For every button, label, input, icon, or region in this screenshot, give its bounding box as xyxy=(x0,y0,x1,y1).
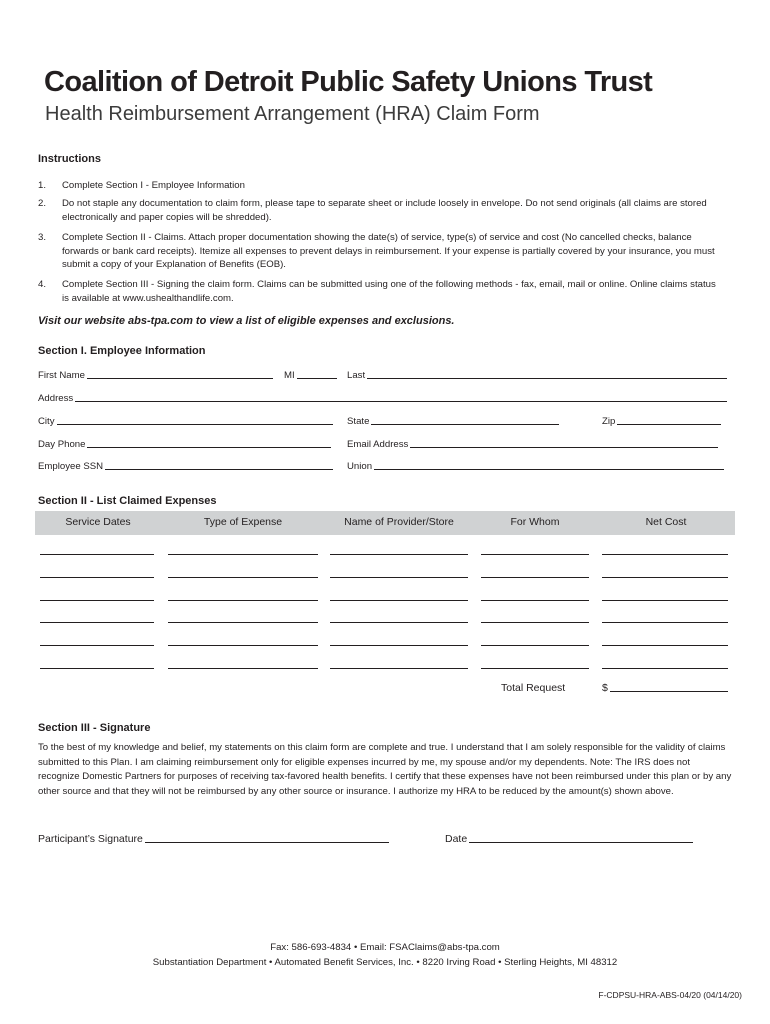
first-name-field[interactable] xyxy=(38,370,273,381)
website-note: Visit our website abs-tpa.com to view a list of eligible expenses and exclusions. xyxy=(38,315,455,327)
zip-label: Zip xyxy=(602,416,616,427)
state-label: State xyxy=(347,416,370,427)
total-request-line[interactable] xyxy=(610,691,728,692)
first-name-label: First Name xyxy=(38,370,85,381)
city-field[interactable] xyxy=(38,416,333,427)
day-phone-line[interactable] xyxy=(87,447,331,448)
column-header-provider: Name of Provider/Store xyxy=(344,516,454,528)
instruction-number: 2. xyxy=(38,198,47,209)
service-date-line[interactable] xyxy=(40,554,154,555)
net-cost-line[interactable] xyxy=(602,622,728,623)
state-line[interactable] xyxy=(371,424,559,425)
provider-line[interactable] xyxy=(330,622,468,623)
city-line[interactable] xyxy=(57,424,333,425)
address-field[interactable] xyxy=(38,393,727,404)
provider-line[interactable] xyxy=(330,645,468,646)
net-cost-line[interactable] xyxy=(602,554,728,555)
provider-line[interactable] xyxy=(330,600,468,601)
column-header-service-dates: Service Dates xyxy=(65,516,131,528)
mi-line[interactable] xyxy=(297,378,337,379)
expense-type-line[interactable] xyxy=(168,668,318,669)
union-label: Union xyxy=(347,461,373,472)
footer-address: Substantiation Department • Automated Benefit Services, Inc. • 8220 Irving Road • Sterling Heights, MI 48312 xyxy=(152,957,618,968)
date-line[interactable] xyxy=(469,842,693,843)
service-date-line[interactable] xyxy=(40,645,154,646)
section-3-heading: Section III - Signature xyxy=(38,722,151,734)
last-name-field[interactable] xyxy=(347,370,727,381)
total-request-label: Total Request xyxy=(501,682,566,694)
expense-type-line[interactable] xyxy=(168,577,318,578)
ssn-label: Employee SSN xyxy=(38,461,104,472)
for-whom-line[interactable] xyxy=(481,668,589,669)
net-cost-line[interactable] xyxy=(602,645,728,646)
footer-contact: Fax: 586-693-4834 • Email: FSAClaims@abs-tpa.com xyxy=(270,942,500,953)
signature-line[interactable] xyxy=(145,842,389,843)
section-1-heading: Section I. Employee Information xyxy=(38,345,206,357)
for-whom-line[interactable] xyxy=(481,577,589,578)
provider-line[interactable] xyxy=(330,577,468,578)
mi-label: MI xyxy=(284,370,295,381)
instruction-text: Complete Section II - Claims. Attach proper documentation showing the date(s) of service, type(s) of service and cost (No cancelled checks, balance forwards or bank card receipts). Itemize all expenses to prevent delays in reimbursement. If your expense is partially covered by your insurance, you must submit a copy of your Explanation of Benefits (EOB). xyxy=(62,232,715,270)
instruction-text: Complete Section I - Employee Information xyxy=(62,180,245,191)
currency-symbol: $ xyxy=(602,682,608,694)
instructions-heading: Instructions xyxy=(38,153,101,165)
first-name-line[interactable] xyxy=(87,378,273,379)
union-field[interactable] xyxy=(347,461,724,472)
provider-line[interactable] xyxy=(330,554,468,555)
for-whom-line[interactable] xyxy=(481,600,589,601)
expense-type-line[interactable] xyxy=(168,622,318,623)
instruction-text: Complete Section III - Signing the claim form. Claims can be submitted using one of the following methods - fax, email, mail or online. Online claims status is available at www.ushealthandlife.com. xyxy=(62,279,716,304)
date-field[interactable] xyxy=(445,833,693,845)
service-date-line[interactable] xyxy=(40,622,154,623)
section-2-heading: Section II - List Claimed Expenses xyxy=(38,495,217,507)
net-cost-line[interactable] xyxy=(602,668,728,669)
last-name-line[interactable] xyxy=(367,378,727,379)
ssn-field[interactable] xyxy=(38,461,333,472)
email-field[interactable] xyxy=(347,439,718,450)
service-date-line[interactable] xyxy=(40,600,154,601)
service-date-line[interactable] xyxy=(40,577,154,578)
address-line[interactable] xyxy=(75,401,727,402)
expense-type-line[interactable] xyxy=(168,554,318,555)
instruction-number: 1. xyxy=(38,180,47,191)
form-subtitle: Health Reimbursement Arrangement (HRA) Claim Form xyxy=(45,103,540,125)
form-code: F-CDPSU-HRA-ABS-04/20 (04/14/20) xyxy=(598,990,742,1000)
column-header-for-whom: For Whom xyxy=(510,516,560,528)
form-title: Coalition of Detroit Public Safety Unions Trust xyxy=(44,66,653,98)
for-whom-line[interactable] xyxy=(481,645,589,646)
mi-field[interactable] xyxy=(284,370,337,381)
instruction-text: Do not staple any documentation to claim form, please tape to separate sheet or include loosely in envelope. Do not send originals (all claims are stored electronically and paper copies will be shredded). xyxy=(62,198,707,223)
column-header-type-of-expense: Type of Expense xyxy=(203,516,283,528)
signature-label: Participant’s Signature xyxy=(38,833,143,845)
column-header-net-cost: Net Cost xyxy=(645,516,687,528)
state-field[interactable] xyxy=(347,416,559,427)
signature-field[interactable] xyxy=(38,833,389,845)
day-phone-field[interactable] xyxy=(38,439,331,450)
total-request-field[interactable] xyxy=(602,682,728,694)
service-date-line[interactable] xyxy=(40,668,154,669)
net-cost-line[interactable] xyxy=(602,600,728,601)
union-line[interactable] xyxy=(374,469,724,470)
address-label: Address xyxy=(38,393,74,404)
zip-field[interactable] xyxy=(602,416,721,427)
zip-line[interactable] xyxy=(617,424,721,425)
email-line[interactable] xyxy=(410,447,718,448)
expense-type-line[interactable] xyxy=(168,645,318,646)
last-name-label: Last xyxy=(347,370,366,381)
day-phone-label: Day Phone xyxy=(38,439,86,450)
ssn-line[interactable] xyxy=(105,469,333,470)
email-label: Email Address xyxy=(347,439,409,450)
for-whom-line[interactable] xyxy=(481,554,589,555)
for-whom-line[interactable] xyxy=(481,622,589,623)
net-cost-line[interactable] xyxy=(602,577,728,578)
certification-statement: To the best of my knowledge and belief, my statements on this claim form are complete and true. I understand that I am solely responsible for the validity of claims submitted to this Plan. I am claiming reimbursement only for eligible expenses incurred by me, my spouse and/or my dependents. Note: The IRS does not recognize Domestic Partners for purposes of receiving tax-favored health benefits. I certify that these expenses have not been reimbursed under this plan or by any other source and that they will not be reimbursed by any other source or insurance. I authorize my HRA to be reduced by the amount(s) shown above. xyxy=(38,742,732,797)
instruction-number: 4. xyxy=(38,279,47,290)
date-label: Date xyxy=(445,833,468,845)
instruction-number: 3. xyxy=(38,232,47,243)
provider-line[interactable] xyxy=(330,668,468,669)
city-label: City xyxy=(38,416,55,427)
expense-type-line[interactable] xyxy=(168,600,318,601)
